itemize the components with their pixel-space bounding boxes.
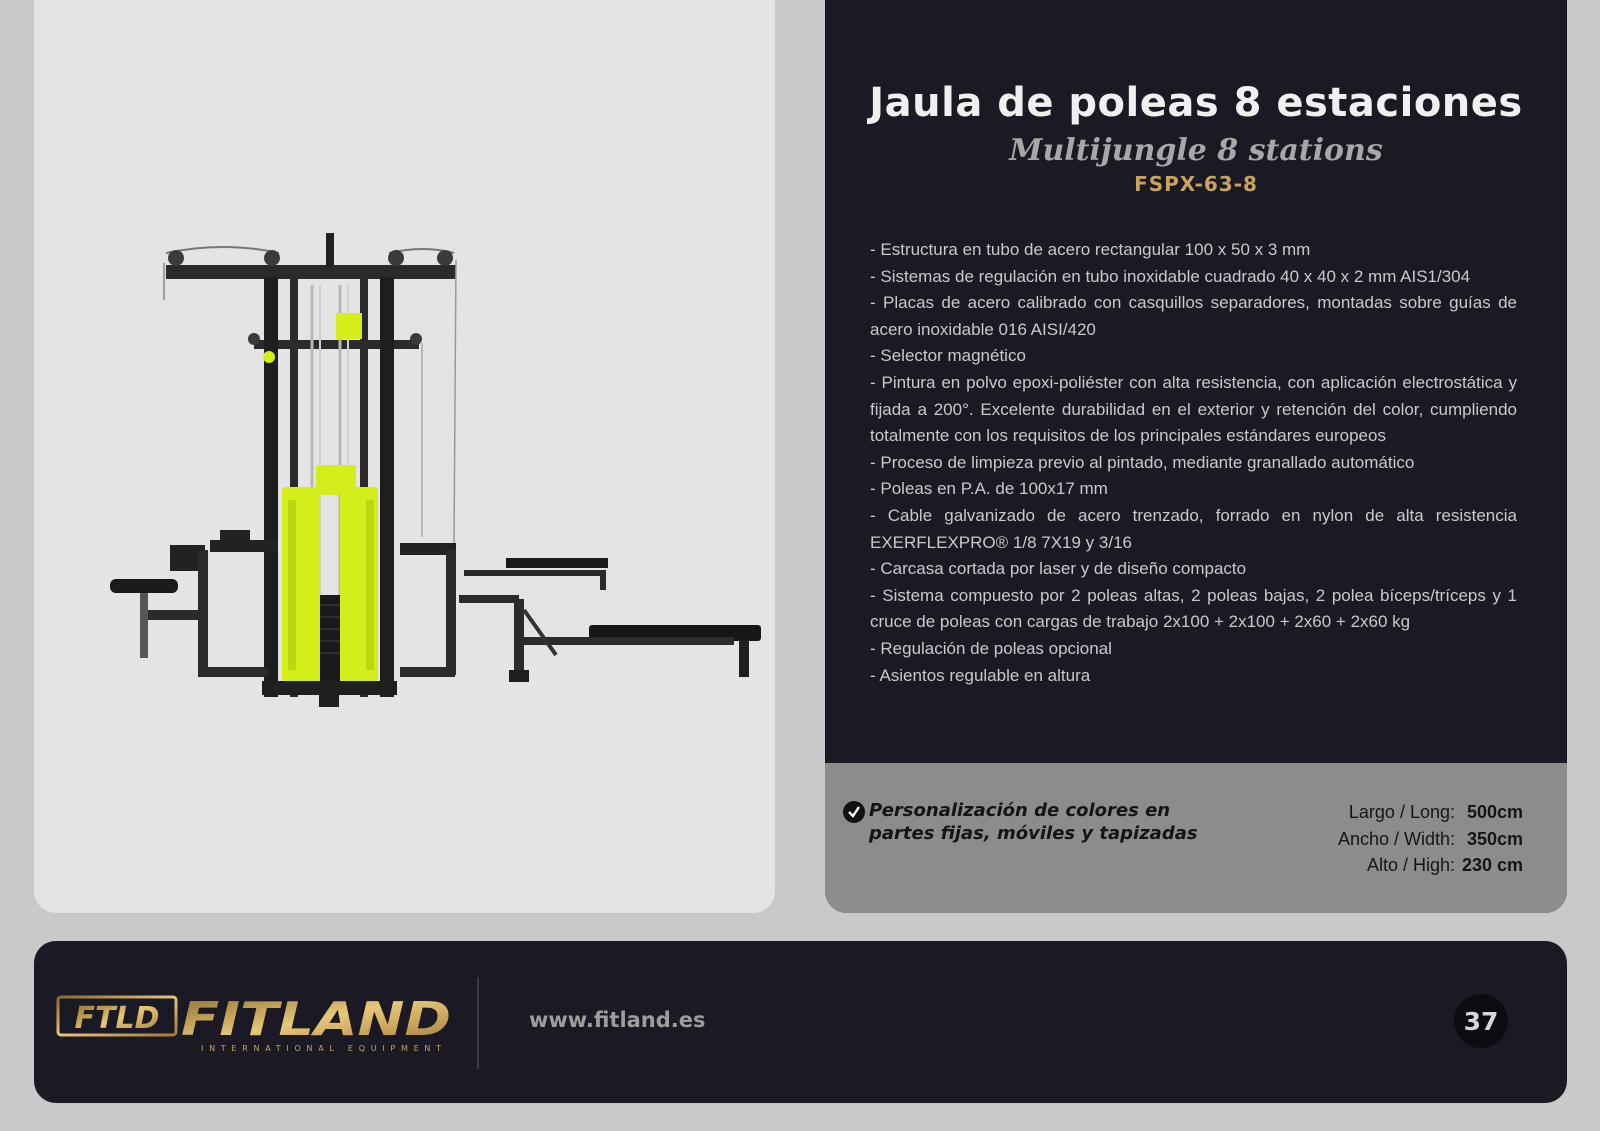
dimension-label: Ancho / Width:: [1337, 828, 1455, 849]
feature-item: - Placas de acero calibrado con casquillos separadores, montadas sobre guías de acero inoxidable 016 AISI/420: [870, 293, 1517, 339]
page-number: 37: [1463, 1006, 1499, 1036]
feature-item: - Selector magnético: [870, 346, 1026, 366]
website-link[interactable]: www.fitland.es: [529, 1008, 706, 1032]
dimension-row: [1338, 799, 1523, 826]
feature-item: - Carcasa cortada por laser y de diseño compacto: [870, 559, 1247, 579]
customization-line: partes fijas, móviles y tapizadas: [869, 823, 1198, 844]
dimension-value: 230 cm: [1461, 855, 1523, 875]
dimension-value: 350cm: [1466, 828, 1523, 849]
product-subtitle: Multijungle 8 stations: [1009, 133, 1383, 168]
customization-text: [869, 799, 1198, 845]
product-title: Jaula de poleas 8 estaciones: [869, 80, 1523, 126]
dimension-label: Largo / Long:: [1348, 802, 1455, 822]
dimension-value: 500cm: [1466, 802, 1523, 822]
logo-name-text: FITLAND: [181, 993, 451, 1046]
feature-list: [870, 237, 1517, 689]
product-description-section: [825, 0, 1567, 763]
feature-item: - Poleas en P.A. de 100x17 mm: [870, 479, 1108, 499]
feature-item: - Sistemas de regulación en tubo inoxidable cuadrado 40 x 40 x 2 mm AIS1/304: [870, 266, 1471, 286]
product-machine-illustration: [104, 225, 784, 725]
page-number-badge: [1454, 994, 1508, 1048]
customization-note: [843, 799, 1223, 845]
specs-section: [825, 763, 1567, 913]
dimensions-list: [1338, 799, 1523, 879]
footer-divider: [477, 977, 479, 1069]
dimension-row: [1338, 852, 1523, 879]
feature-item: - Asientos regulable en altura: [870, 665, 1091, 685]
customization-line: Personalización de colores en: [869, 800, 1171, 821]
fitland-logo: [56, 993, 461, 1055]
check-circle-icon: [843, 801, 865, 823]
product-image-panel: [34, 0, 775, 913]
feature-item: - Regulación de poleas opcional: [870, 638, 1112, 658]
feature-item: - Cable galvanizado de acero trenzado, forrado en nylon de alta resistencia EXERFLEXPRO® 1/8 7X19 y 3/16: [870, 505, 1517, 552]
footer-bar: [34, 941, 1567, 1103]
dimension-label: Alto / High:: [1366, 855, 1455, 875]
logo-badge-text: FTLD: [74, 1001, 160, 1036]
feature-item: - Sistema compuesto por 2 poleas altas, 2 poleas bajas, 2 polea bíceps/tríceps y 1 cruce de poleas con cargas de trabajo 2x100 + 2x100 + 2x60 + 2x60 kg: [870, 585, 1517, 632]
product-info-panel: [825, 0, 1567, 913]
feature-item: - Pintura en polvo epoxi-poliéster con alta resistencia, con aplicación electrostática y fijada a 200°. Excelente durabilidad en el exterior y retención del color, cumpliendo totalmente con los requisitos de los principales estándares europeos: [870, 372, 1517, 446]
product-code: FSPX-63-8: [1134, 172, 1258, 196]
feature-item: - Estructura en tubo de acero rectangular 100 x 50 x 3 mm: [870, 240, 1311, 259]
dimension-row: [1338, 826, 1523, 853]
logo-tagline: INTERNATIONAL EQUIPMENT: [201, 1044, 441, 1053]
feature-item: - Proceso de limpieza previo al pintado, mediante granallado automático: [870, 452, 1415, 472]
